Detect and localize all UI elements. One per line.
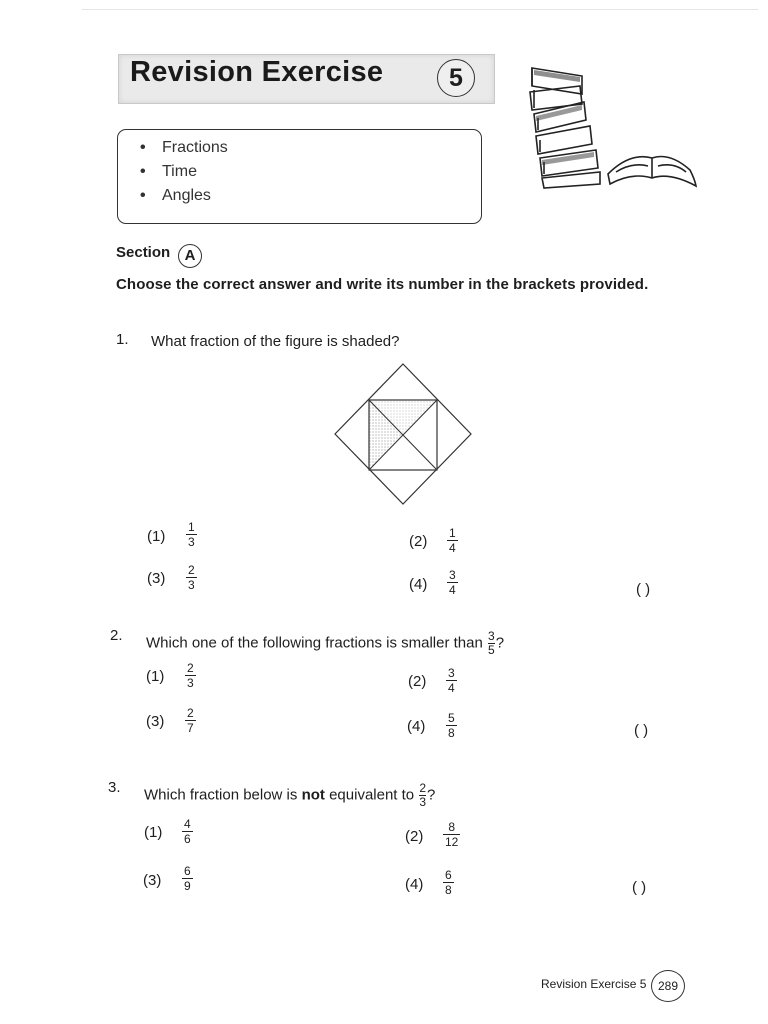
option-fraction: $\frac{1}{3}$ — [188, 520, 195, 549]
page-title: Revision Exercise — [130, 56, 384, 88]
question-text: Which fraction below is not equivalent to $\frac{2}{3}$ ? — [144, 781, 436, 809]
answer-bracket[interactable]: ( ) — [632, 879, 647, 896]
option-fraction: $\frac{8}{12}$ — [445, 820, 459, 849]
option-label: (3) — [143, 872, 162, 889]
option-label: (1) — [147, 528, 166, 545]
question-number: 1. — [116, 331, 129, 348]
option-label: (2) — [408, 673, 427, 690]
option-fraction: $\frac{2}{7}$ — [187, 706, 194, 735]
option-fraction: $\frac{6}{9}$ — [184, 864, 191, 893]
topic-item: • Fractions — [140, 139, 228, 156]
option-fraction: $\frac{6}{8}$ — [445, 868, 452, 897]
books-illustration — [520, 62, 700, 192]
option-fraction: $\frac{4}{6}$ — [184, 817, 191, 846]
page-number: 289 — [651, 970, 685, 1002]
option-label: (3) — [146, 713, 165, 730]
option-label: (2) — [409, 533, 428, 550]
option-label: (2) — [405, 828, 424, 845]
option-label: (4) — [409, 576, 428, 593]
topic-item: • Angles — [140, 187, 211, 204]
exercise-number-badge: 5 — [437, 59, 475, 97]
topic-item: • Time — [140, 163, 197, 180]
option-label: (1) — [144, 824, 163, 841]
option-fraction: $\frac{2}{3}$ — [188, 563, 195, 592]
option-label: (3) — [147, 570, 166, 587]
option-label: (1) — [146, 668, 165, 685]
option-label: (4) — [405, 876, 424, 893]
option-fraction: $\frac{3}{4}$ — [448, 666, 455, 695]
question-text: What fraction of the figure is shaded? — [151, 333, 400, 350]
top-rule — [82, 9, 758, 10]
question-number: 3. — [108, 779, 121, 796]
option-fraction: $\frac{5}{8}$ — [448, 711, 455, 740]
option-fraction: $\frac{1}{4}$ — [449, 526, 456, 555]
option-label: (4) — [407, 718, 426, 735]
question-number: 2. — [110, 627, 123, 644]
option-fraction: $\frac{2}{3}$ — [187, 661, 194, 690]
answer-bracket[interactable]: ( ) — [636, 581, 651, 598]
section-letter-badge: A — [178, 244, 202, 268]
answer-bracket[interactable]: ( ) — [634, 722, 649, 739]
section-label: Section — [116, 244, 171, 261]
option-fraction: $\frac{3}{4}$ — [449, 568, 456, 597]
shaded-figure — [333, 362, 473, 508]
section-instruction: Choose the correct answer and write its number in the brackets provided. — [116, 276, 649, 293]
footer-label: Revision Exercise 5 — [541, 977, 647, 991]
question-text: Which one of the following fractions is smaller than $\frac{3}{5}$ ? — [146, 629, 505, 657]
